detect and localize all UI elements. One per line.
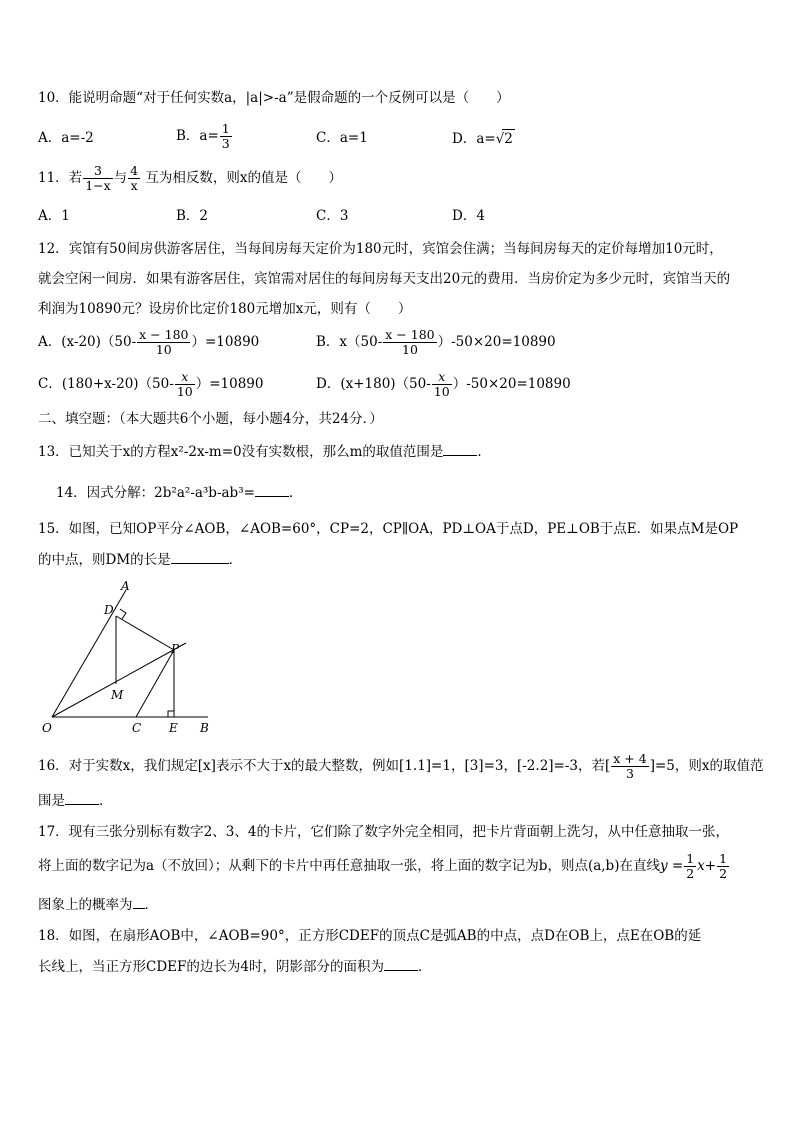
q17-fraction-2 [717,852,729,881]
q11-f1-num: 3 [83,164,112,179]
q10-option-b [176,122,233,151]
q12-a-pre: A．(x-20)（50- [38,334,137,350]
q17-f1-num: 1 [686,851,695,866]
q10-d-radicand: 2 [504,131,513,147]
q10-option-d: D．a=√2 [452,131,513,147]
q12-c-fraction [175,370,195,399]
q18-line-2-text: 长线上，当正方形CDEF的边长为4时，阴影部分的面积为 [38,959,384,975]
q17-fraction-1 [684,852,696,881]
q11-option-d: D．4 [452,208,485,224]
q12-c-den: 10 [176,384,193,399]
label-b: B [200,721,209,735]
q11-f2-num: 4 [130,163,139,178]
q17-f2-den: 2 [719,866,728,881]
q12-line-2: 就会空闲一间房．如果有游客居住，宾馆需对居住的每间房每天支出20元的费用．当房价定为多少元时，宾馆当天的 [38,271,731,287]
q12-option-b [316,328,556,357]
q10-option-c: C．a=1 [316,130,368,146]
label-d: D [104,603,114,617]
q10-b-num: 1 [221,121,230,136]
right-angle-d [120,609,126,619]
q16-fraction [611,752,648,781]
q12-line-3: 利润为10890元？设房价比定价180元增加x元，则有（ ） [38,301,412,317]
q17-answer-blank [133,895,145,909]
q17-line-1: 17．现有三张分别标有数字2、3、4的卡片，它们除了数字外完全相同，把卡片背面朝上洗匀，从中任意抽取一张， [38,824,729,840]
q12-d-den: 10 [433,384,450,399]
q12-option-d [316,370,571,399]
q10-d-prefix: D．a= [452,131,496,147]
q10-stem: 10．能说明命题“对于任何实数a，|a|>-a”是假命题的一个反例可以是（ ） [38,90,510,106]
q17-line-2-pre: 将上面的数字记为a（不放回）；从剩下的卡片中再任意抽取一张，将上面的数字记为b，则点(a,b)在直线 [38,858,660,874]
q11-fraction-1 [83,164,112,193]
q14 [56,483,302,502]
q18-answer-blank [384,957,418,971]
q16-num: x + 4 [613,751,647,766]
q12-b-fraction [383,328,436,357]
q16-den: 3 [626,766,634,781]
q13-end: ． [477,444,491,460]
q12-c-pre: C．(180+x-20)（50- [38,376,174,392]
q18-line-1: 18．如图，在扇形AOB中，∠AOB=90°，正方形CDEF的顶点C是弧AB的中点，点D在OB上，点E在OB的延 [38,928,702,944]
q15-end: ． [228,552,243,568]
label-m: M [111,688,124,702]
q16-line-2 [38,791,113,810]
label-c: C [132,721,142,735]
q10-option-a: A．a=-2 [38,130,94,146]
q11-option-c: C．3 [316,208,349,224]
q12-d-num: x [432,370,452,385]
q16-end: ． [99,793,113,809]
segment-pd [116,616,174,650]
q18-end: ． [417,959,432,975]
q11-prefix: 11．若 [38,170,83,186]
q13 [38,442,491,461]
q12-option-a [38,328,259,357]
section-2-heading: 二、填空题：（本大题共6个小题，每小题4分，共24分．） [38,411,383,427]
q12-b-num: x − 180 [385,327,435,342]
q11-suffix: 互为相反数，则x的值是（ ） [145,170,343,186]
q17-line-3-text: 图象上的概率为 [38,897,133,913]
label-o: O [42,721,52,735]
q17-line-2 [38,852,730,881]
q11-option-a: A．1 [38,208,70,224]
q12-c-num: x [175,370,195,385]
q17-eq-y: y = [659,858,684,874]
q14-text: 14．因式分解：2b²a²-a³b-ab³= [56,485,255,501]
q15-line-2 [38,550,242,569]
q12-d-fraction [432,370,452,399]
q17-end: ． [144,897,158,913]
q11-f1-den: 1−x [85,178,111,193]
q14-answer-blank [255,483,289,497]
label-a: A [121,579,130,593]
q16-answer-blank [65,791,99,805]
q17-line-3 [38,895,158,914]
q17-f2-num: 1 [719,851,728,866]
q16-line-1-pre: 16．对于实数x，我们规定[x]表示不大于x的最大整数，例如[1.1]=1，[3]=3，[-2.2]=-3，若[ [38,758,611,774]
q11-f2-den: x [130,178,138,193]
geometry-figure [38,578,218,738]
q16-line-1-post: ]=5，则x的取值范 [649,758,764,774]
q15-answer-blank [171,550,229,564]
label-p: P [171,642,180,656]
q12-d-pre: D．(x+180)（50- [316,376,431,392]
q16-line-1 [38,752,764,781]
q11-stem [38,164,342,193]
q10-b-fraction [220,122,232,151]
q11-option-b: B．2 [176,208,209,224]
q12-a-den: 10 [155,342,172,357]
label-e: E [169,721,178,735]
ray-op [52,643,186,717]
q13-text: 13．已知关于x的方程x²-2x-m=0没有实数根，那么m的取值范围是 [38,444,444,460]
q12-a-num: x − 180 [139,327,189,342]
q12-c-post: ）=10890 [195,376,264,392]
q18-line-2 [38,957,431,976]
q17-eq-mid: x+ [697,858,717,874]
q13-answer-blank [443,442,477,456]
q16-line-2-text: 围是 [38,793,65,809]
q14-end: ． [288,485,303,501]
q12-a-post: ）=10890 [191,334,260,350]
q11-fraction-2 [128,164,140,193]
right-angle-e [168,711,174,717]
q12-b-post: ）-50×20=10890 [437,334,556,350]
q15-line-2-text: 的中点，则DM的长是 [38,552,171,568]
q17-f1-den: 2 [686,866,695,881]
q12-option-c [38,370,263,399]
q12-line-1: 12．宾馆有50间房供游客居住，当每间房每天定价为180元时，宾馆会住满；当每间房每天的定价每增加10元时， [38,241,723,257]
q12-a-fraction [137,328,190,357]
q10-b-den: 3 [221,136,230,151]
q15-line-1: 15．如图，已知OP平分∠AOB，∠AOB=60°，CP=2，CP∥OA，PD⊥OA于点D，PE⊥OB于点E．如果点M是OP [38,521,739,537]
q12-d-post: ）-50×20=10890 [452,376,571,392]
q10-b-prefix: B．a= [176,128,219,144]
q11-mid: 与 [113,170,128,186]
q12-b-den: 10 [402,342,418,357]
q12-b-pre: B．x（50- [316,334,383,350]
